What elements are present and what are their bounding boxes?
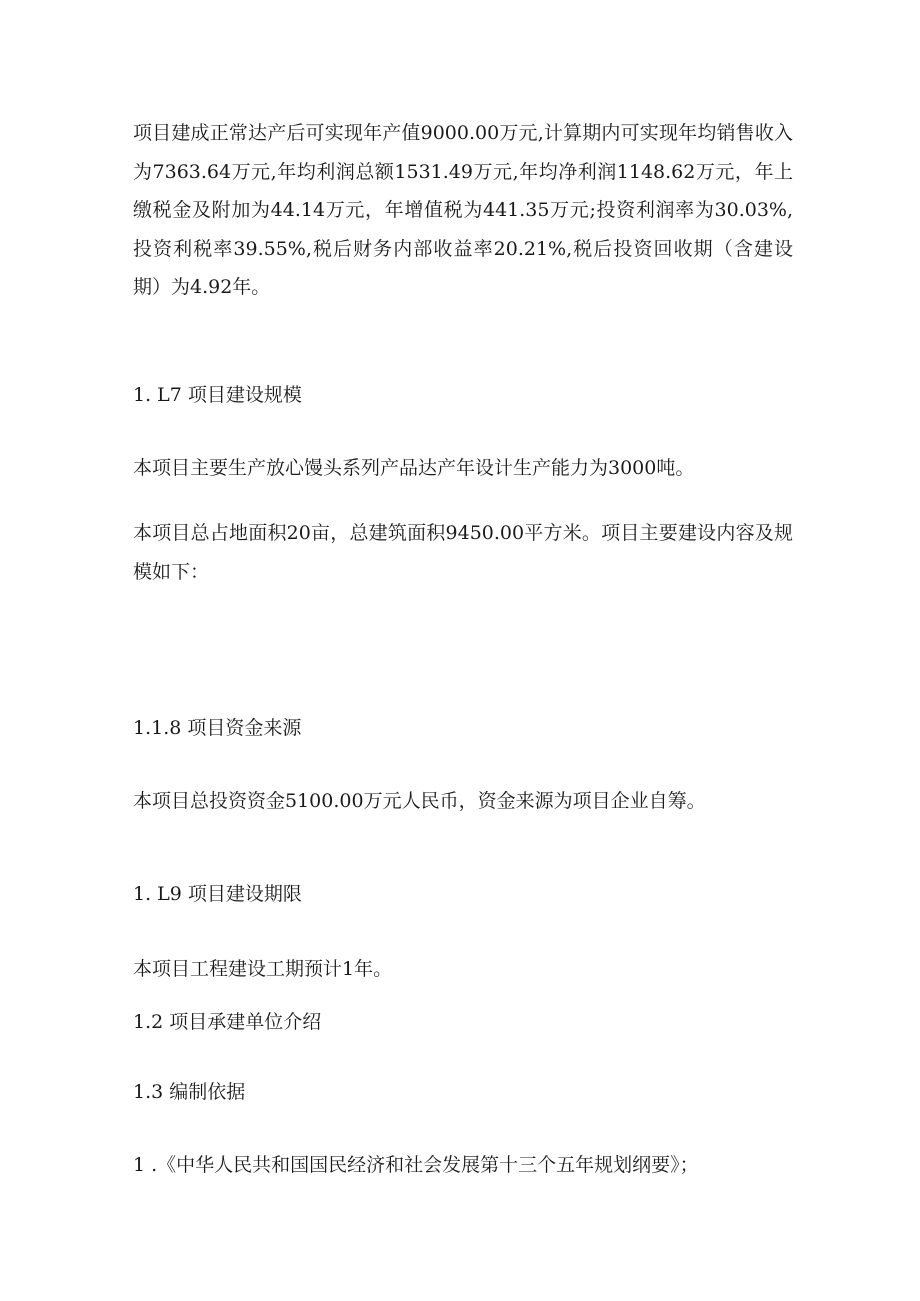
heading-construction-period: 1. L9 项目建设期限: [133, 883, 302, 905]
construction-period-paragraph: 本项目工程建设工期预计1年。: [133, 958, 393, 980]
heading-compilation-basis: 1.3 编制依据: [133, 1081, 246, 1103]
funding-paragraph: 本项目总投资资金5100.00万元人民币，资金来源为项目企业自筹。: [133, 790, 706, 812]
production-capacity-paragraph: 本项目主要生产放心馒头系列产品达产年设计生产能力为3000吨。: [133, 457, 695, 479]
summary-paragraph: 项目建成正常达产后可实现年产值9000.00万元,计算期内可实现年均销售收入为7363.64万元,年均利润总额1531.49万元,年均净利润1148.62万元，年上缴税金及附加为44.14万元，年增值税为441.35万元;投资利润率为30.03%,投资利税率39.55%,税后财务内部收益率20.21%,税后投资回收期（含建设期）为4.92年。: [133, 122, 793, 298]
land-area-paragraph: 本项目总占地面积20亩，总建筑面积9450.00平方米。项目主要建设内容及规模如下：: [133, 522, 793, 583]
heading-funding-source: 1.1.8 项目资金来源: [133, 717, 302, 739]
heading-project-scale: 1. L7 项目建设规模: [133, 384, 302, 406]
heading-contractor-intro: 1.2 项目承建单位介绍: [133, 1011, 322, 1033]
basis-list-item: 1 .《中华人民共和国国民经济和社会发展第十三个五年规划纲要》；: [133, 1154, 699, 1176]
